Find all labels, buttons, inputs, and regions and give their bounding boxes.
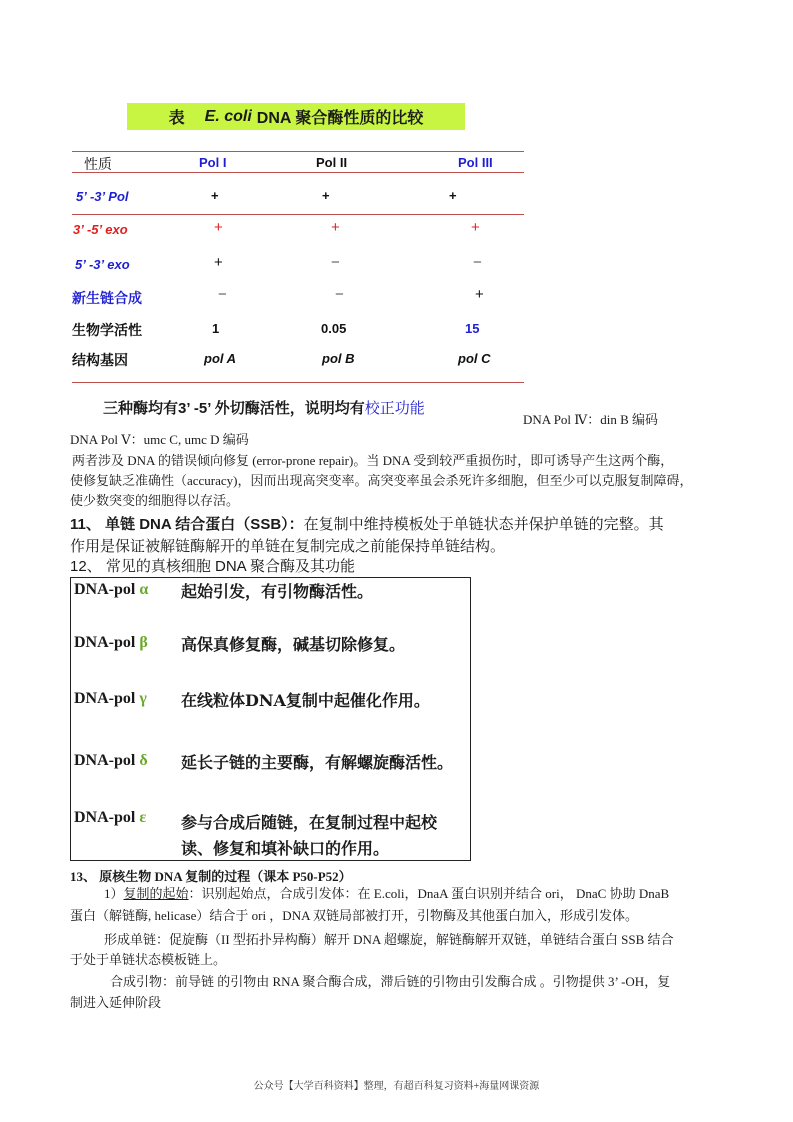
cell-value: + [471,219,480,236]
table-title-prefix: 表 [168,110,185,127]
polymerase-label: DNA-pol [74,752,136,769]
polymerase-desc: 延长子链的主要酶，有解螺旋酶活性。 [181,753,454,772]
polymerase-label: DNA-pol [74,809,136,826]
polymerase-desc: 起始引发，有引物酶活性。 [181,582,374,601]
cell-value: + [475,286,484,303]
table-header-rule [72,172,524,173]
cell-value: + [214,254,223,271]
table-bottom-rule [72,382,524,383]
greek-letter: δ [139,752,148,769]
cell-value: pol A [204,351,237,366]
table-title-band [127,103,465,130]
greek-letter: γ [139,690,147,707]
paragraph-line: 使少数突变的细胞得以存活。 [70,493,240,508]
polymerase-desc: 读、修复和填补缺口的作用。 [181,839,390,858]
polymerase-name-alpha [74,581,148,599]
table-title-species: E. coli [204,107,252,125]
row-label-nascent-synthesis: 新生链合成 [72,290,142,306]
eukaryotic-polymerase-box [70,577,471,861]
section-11-number: 11、 [70,516,101,533]
pol4-note: DNA Pol Ⅳ：din B 编码 [523,412,659,427]
step2-line2: 于处于单链状态模板链上。 [70,952,227,967]
greek-letter: α [139,581,149,598]
row-label-biological-activity: 生物学活性 [72,322,142,338]
row-label-5-3-exo: 5’ -3’ exo [75,257,130,272]
cell-value: 15 [465,321,480,336]
pol5-note: DNA Pol Ⅴ：umc C, umc D 编码 [70,432,249,447]
step1-prefix: 1） [104,886,124,901]
section-11-text: 在复制中维持模板处于单链状态并保护单链的完整。其 [303,516,664,533]
polymerase-name-beta [74,634,148,652]
cell-value: + [449,188,457,203]
cell-value: 0.05 [321,321,347,336]
cell-value: + [211,188,219,203]
row-label-5-3-pol: 5’ -3’ Pol [76,189,129,204]
step1-text: ：识别起始点，合成引发体：在 E.coli，DnaA 蛋白识别并结合 ori， DnaC 协助 DnaB [188,886,670,901]
cell-value: + [322,188,330,203]
step2-line1: 形成单链：促旋酶（II 型拓扑异构酶）解开 DNA 超螺旋，解链酶解开双链，单链结合蛋白 SSB 结合 [104,932,674,947]
cell-value: + [214,219,223,236]
step1-label: 复制的起始 [123,886,189,901]
greek-letter: β [139,634,148,651]
page-footer: 公众号【大学百科资料】整理，有超百科复习资料+海量网课资源 [253,1081,540,1092]
polymerase-desc: 高保真修复酶，碱基切除修复。 [181,635,406,654]
step1-line1 [104,884,669,904]
paragraph-line: 两者涉及 DNA 的错误倾向修复 (error-prone repair)。当 DNA 受到较严重损伤时，即可诱导产生这两个酶， [72,453,674,468]
header-pol-1: Pol I [199,155,227,170]
polymerase-label: DNA-pol [74,634,136,651]
proofreading-note-text: 三种酶均有3’ -5’ 外切酶活性，说明均有 [103,400,365,417]
polymerase-label: DNA-pol [74,581,136,598]
cell-value: − [473,254,482,271]
proofreading-note [103,397,425,418]
step3-line2: 制进入延伸阶段 [70,995,162,1010]
header-pol-2: Pol II [316,155,348,170]
polymerase-name-delta [74,752,148,770]
header-pol-3: Pol III [458,155,493,170]
polymerase-name-epsilon [74,809,146,827]
proofreading-highlight: 校正功能 [364,400,425,417]
cell-value: − [218,286,227,303]
polymerase-name-gamma [74,690,147,708]
row-label-structural-gene: 结构基因 [72,352,128,368]
header-property: 性质 [84,156,112,172]
cell-value: 1 [212,321,220,336]
section-13-heading: 13、 原核生物 DNA 复制的过程（课本 P50-P52） [70,869,352,884]
cell-value: pol C [458,351,491,366]
cell-value: − [335,286,344,303]
section-11-line1 [70,513,664,534]
table-title-text: DNA 聚合酶性质的比较 [256,110,424,127]
section-11-title: 单链 DNA 结合蛋白（SSB）： [105,516,304,533]
cell-value: pol B [322,351,355,366]
paragraph-line: 使修复缺乏准确性（accuracy)，因而出现高突变率。高突变率虽会杀死许多细胞，但至少可以克服复制障碍， [70,473,693,488]
section-11-line2: 作用是保证被解链酶解开的单链在复制完成之前能保持单链结构。 [70,538,506,555]
table-row-rule [72,214,524,215]
step3-line1: 合成引物：前导链 的引物由 RNA 聚合酶合成，滞后链的引物由引发酶合成 。引物提供 3’ -OH，复 [110,974,671,989]
cell-value: − [331,254,340,271]
polymerase-desc: 参与合成后随链，在复制过程中起校 [181,813,438,832]
step1-line2: 蛋白（解链酶, helicase）结合于 ori ，DNA 双链局部被打开，引物酶及其他蛋白加入，形成引发体。 [70,908,639,923]
row-label-3-5-exo: 3’ -5’ exo [73,222,128,237]
cell-value: + [331,219,340,236]
polymerase-label: DNA-pol [74,690,136,707]
section-12-heading: 12、 常见的真核细胞 DNA 聚合酶及其功能 [70,558,356,575]
table-top-rule [72,151,524,152]
greek-letter: ε [139,809,147,826]
polymerase-desc: 在线粒体DNA复制中起催化作用。 [181,691,430,710]
